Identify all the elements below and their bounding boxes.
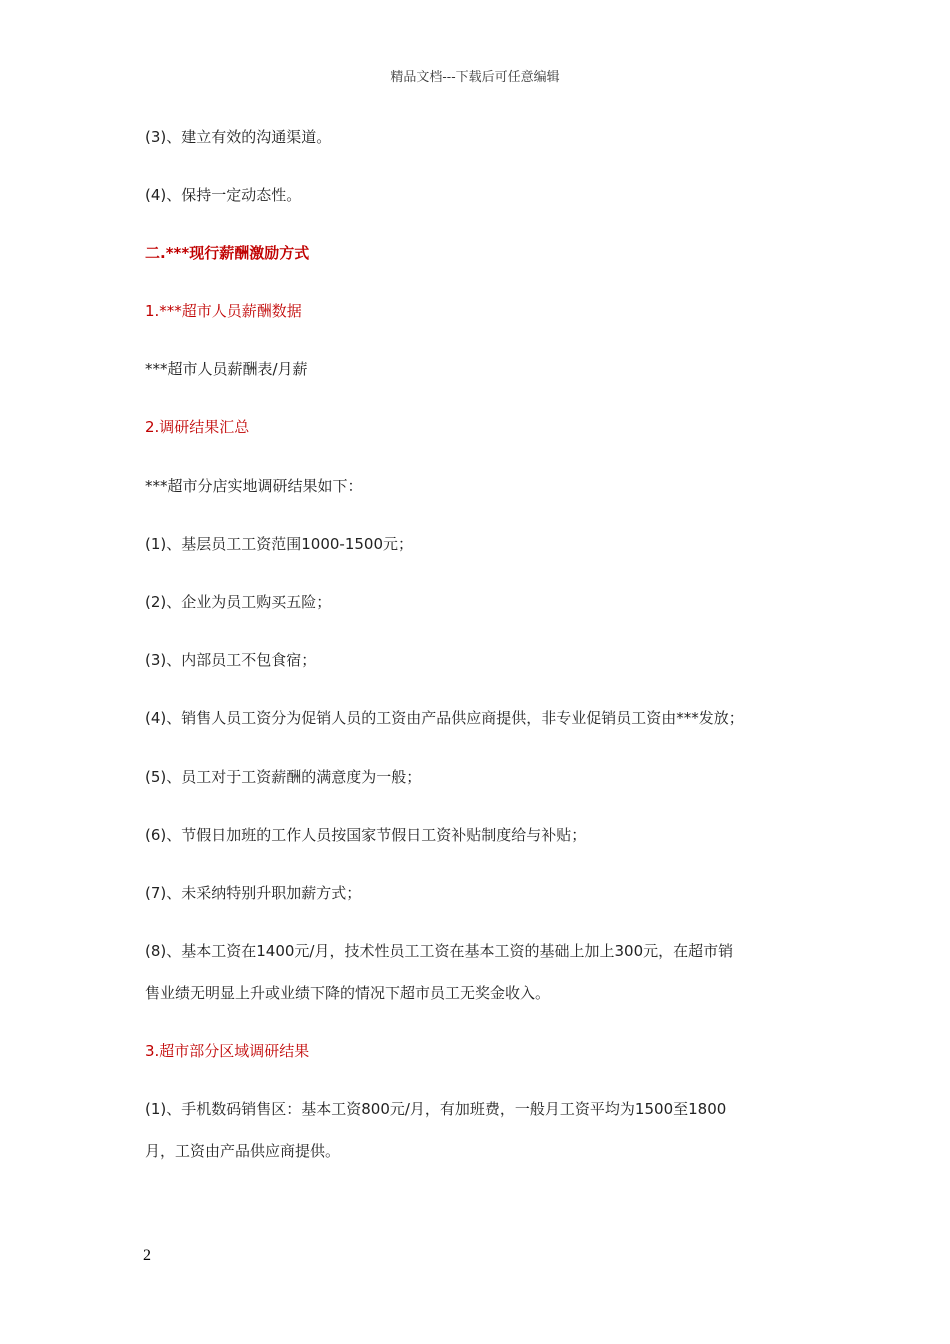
paragraph: ***超市分店实地调研结果如下： bbox=[145, 477, 363, 495]
list-item: (8)、基本工资在1400元/月，技术性员工工资在基本工资的基础上加上300元，在超市销 bbox=[145, 942, 734, 960]
list-item: (3)、建立有效的沟通渠道。 bbox=[145, 128, 332, 146]
page-header: 精品文档---下载后可任意编辑 bbox=[390, 70, 560, 85]
list-item: (3)、内部员工不包食宿； bbox=[145, 651, 317, 669]
subsection-heading: 2.调研结果汇总 bbox=[145, 418, 250, 436]
list-item: (4)、销售人员工资分为促销人员的工资由产品供应商提供，非专业促销员工资由***发放； bbox=[145, 709, 744, 727]
page-number: 2 bbox=[143, 1247, 151, 1264]
subsection-heading: 3.超市部分区域调研结果 bbox=[145, 1042, 310, 1060]
section-heading: 二.***现行薪酬激励方式 bbox=[145, 244, 310, 262]
list-item: (7)、未采纳特别升职加薪方式； bbox=[145, 884, 362, 902]
list-item: (1)、手机数码销售区：基本工资800元/月，有加班费，一般月工资平均为1500至1800 bbox=[145, 1100, 727, 1118]
list-item: (2)、企业为员工购买五险； bbox=[145, 593, 332, 611]
list-item: (4)、保持一定动态性。 bbox=[145, 186, 302, 204]
list-item-continuation: 月，工资由产品供应商提供。 bbox=[145, 1142, 341, 1160]
list-item: (5)、员工对于工资薪酬的满意度为一般； bbox=[145, 768, 422, 786]
paragraph: ***超市人员薪酬表/月薪 bbox=[145, 360, 308, 378]
list-item: (1)、基层员工工资范围1000-1500元； bbox=[145, 535, 414, 553]
subsection-heading: 1.***超市人员薪酬数据 bbox=[145, 302, 302, 320]
list-item-continuation: 售业绩无明显上升或业绩下降的情况下超市员工无奖金收入。 bbox=[145, 984, 551, 1002]
list-item: (6)、节假日加班的工作人员按国家节假日工资补贴制度给与补贴； bbox=[145, 826, 587, 844]
